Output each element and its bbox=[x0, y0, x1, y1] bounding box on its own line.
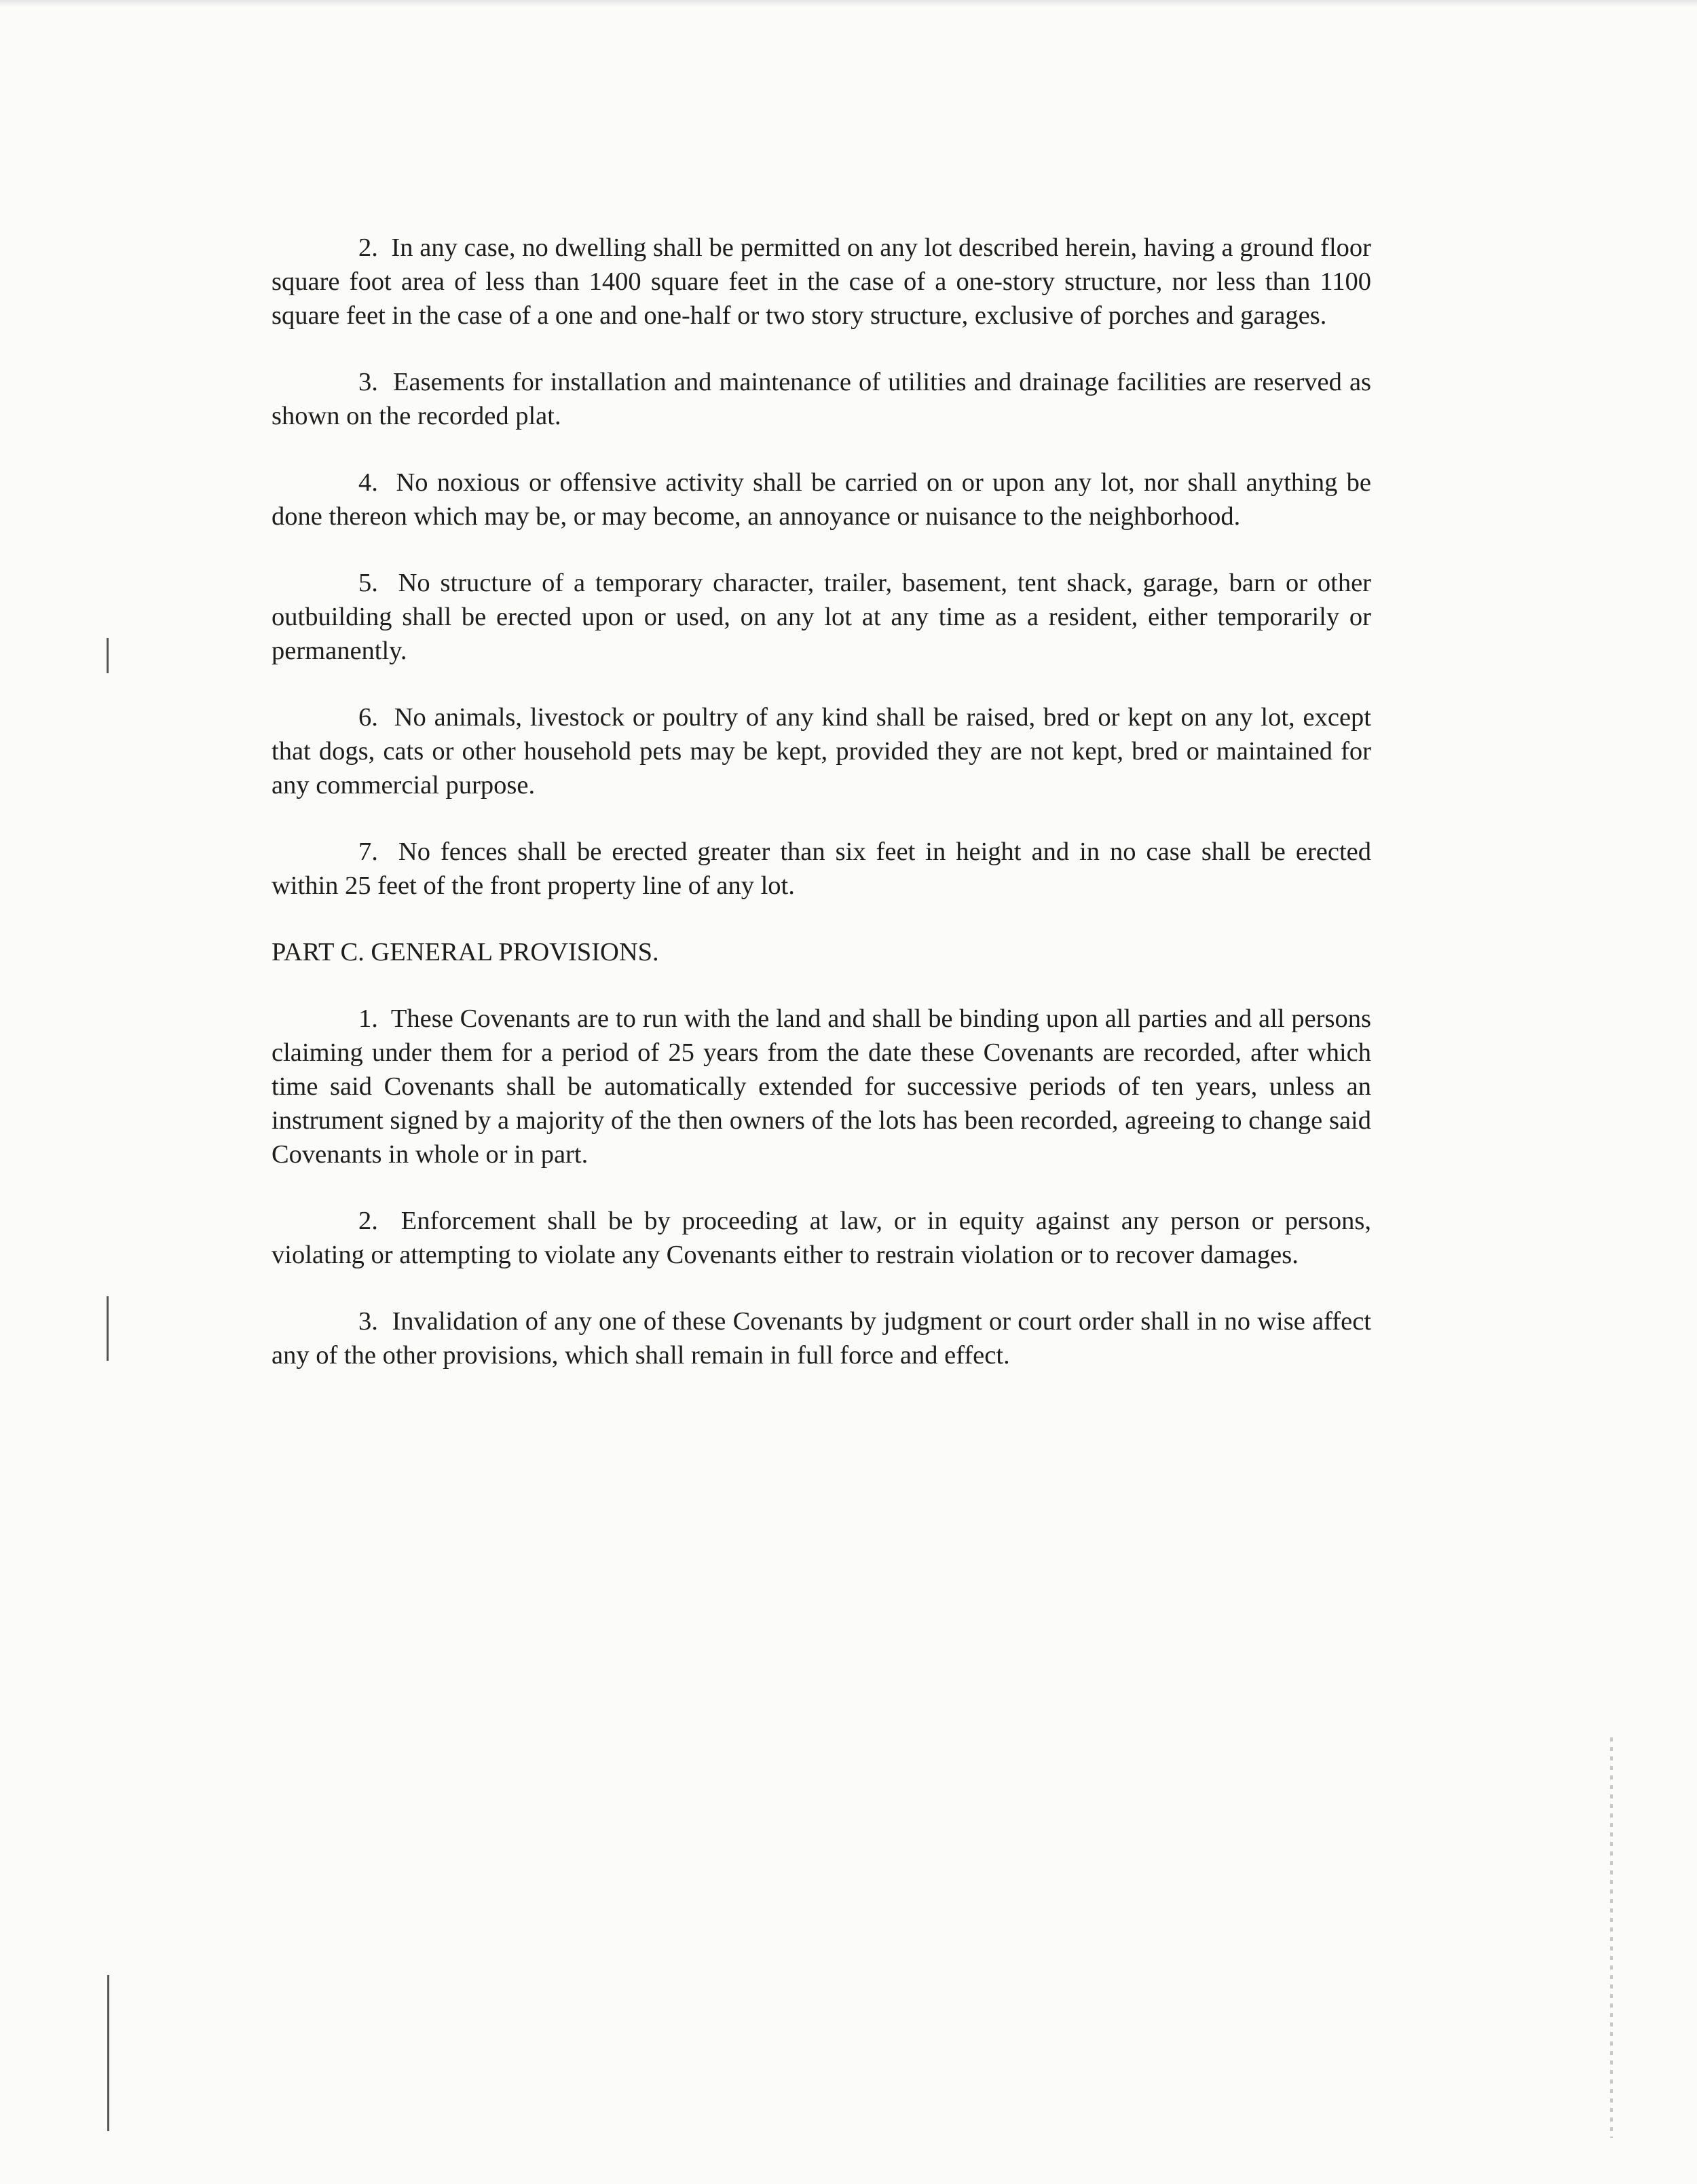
item-number: 2. bbox=[358, 1207, 378, 1235]
item-text: Easements for installation and maintenance of utilities and drainage facilities are reserved as shown on the recorded plat. bbox=[272, 368, 1372, 430]
item-number: 2. bbox=[358, 233, 378, 262]
scan-artifact-edge bbox=[1610, 1737, 1613, 2138]
part-b-item-3 bbox=[272, 365, 1371, 433]
item-text: Invalidation of any one of these Covenants by judgment or court order shall in no wise affect any of the other provisions, which shall remain in full force and effect. bbox=[272, 1307, 1371, 1370]
document-body bbox=[272, 231, 1371, 1405]
item-text: No noxious or offensive activity shall be carried on or upon any lot, nor shall anything be done thereon which may be, or may become, an annoyance or nuisance to the neighborhood. bbox=[272, 468, 1371, 531]
scan-artifact-line bbox=[107, 1975, 109, 2131]
part-c-item-3 bbox=[272, 1304, 1371, 1372]
item-text: No fences shall be erected greater than six feet in height and in no case shall be erected within 25 feet of the front property line of any lot. bbox=[272, 837, 1372, 900]
item-text: No animals, livestock or poultry of any kind shall be raised, bred or kept on any lot, except that dogs, cats or other household pets may be kept, provided they are not kept, bred or maintained for any commercial purpose. bbox=[272, 703, 1371, 799]
part-b-item-5 bbox=[272, 566, 1371, 668]
item-text: In any case, no dwelling shall be permitted on any lot described herein, having a ground floor square foot area of less than 1400 square feet in the case of a one-story structure, nor less than 1100 square feet in the case of a one and one-half or two story structure, exclusive of porches and garages. bbox=[272, 233, 1371, 330]
scan-artifact-line bbox=[107, 1296, 109, 1361]
scan-artifact-line bbox=[107, 638, 109, 673]
part-b-item-6 bbox=[272, 700, 1371, 802]
item-number: 3. bbox=[358, 1307, 378, 1336]
item-number: 1. bbox=[358, 1004, 378, 1033]
item-number: 6. bbox=[358, 703, 378, 732]
part-b-item-7 bbox=[272, 835, 1371, 903]
part-b-item-4 bbox=[272, 466, 1371, 533]
item-number: 4. bbox=[358, 468, 378, 497]
part-c-heading: PART C. GENERAL PROVISIONS. bbox=[272, 938, 659, 966]
part-b-item-2 bbox=[272, 231, 1371, 333]
item-text: These Covenants are to run with the land and shall be binding upon all parties and all persons claiming under them for a period of 25 years from the date these Covenants are recorded, after which time said Covenants shall be automatically extended for successive periods of ten years, unless an instrument signed by a majority of the then owners of the lots has been recorded, agreeing to change said Covenants in whole or in part. bbox=[272, 1004, 1371, 1169]
item-text: No structure of a temporary character, trailer, basement, tent shack, garage, barn or other outbuilding shall be erected upon or used, on any lot at any time as a resident, either temporarily or permanently. bbox=[272, 569, 1372, 665]
part-c-item-1 bbox=[272, 1002, 1371, 1171]
item-number: 7. bbox=[358, 837, 378, 866]
part-c-item-2 bbox=[272, 1204, 1371, 1272]
scan-top-edge bbox=[0, 0, 1697, 7]
item-number: 5. bbox=[358, 569, 378, 597]
item-text: Enforcement shall be by proceeding at law, or in equity against any person or persons, violating or attempting to violate any Covenants either to restrain violation or to recover damages. bbox=[272, 1207, 1371, 1269]
item-number: 3. bbox=[358, 368, 378, 396]
